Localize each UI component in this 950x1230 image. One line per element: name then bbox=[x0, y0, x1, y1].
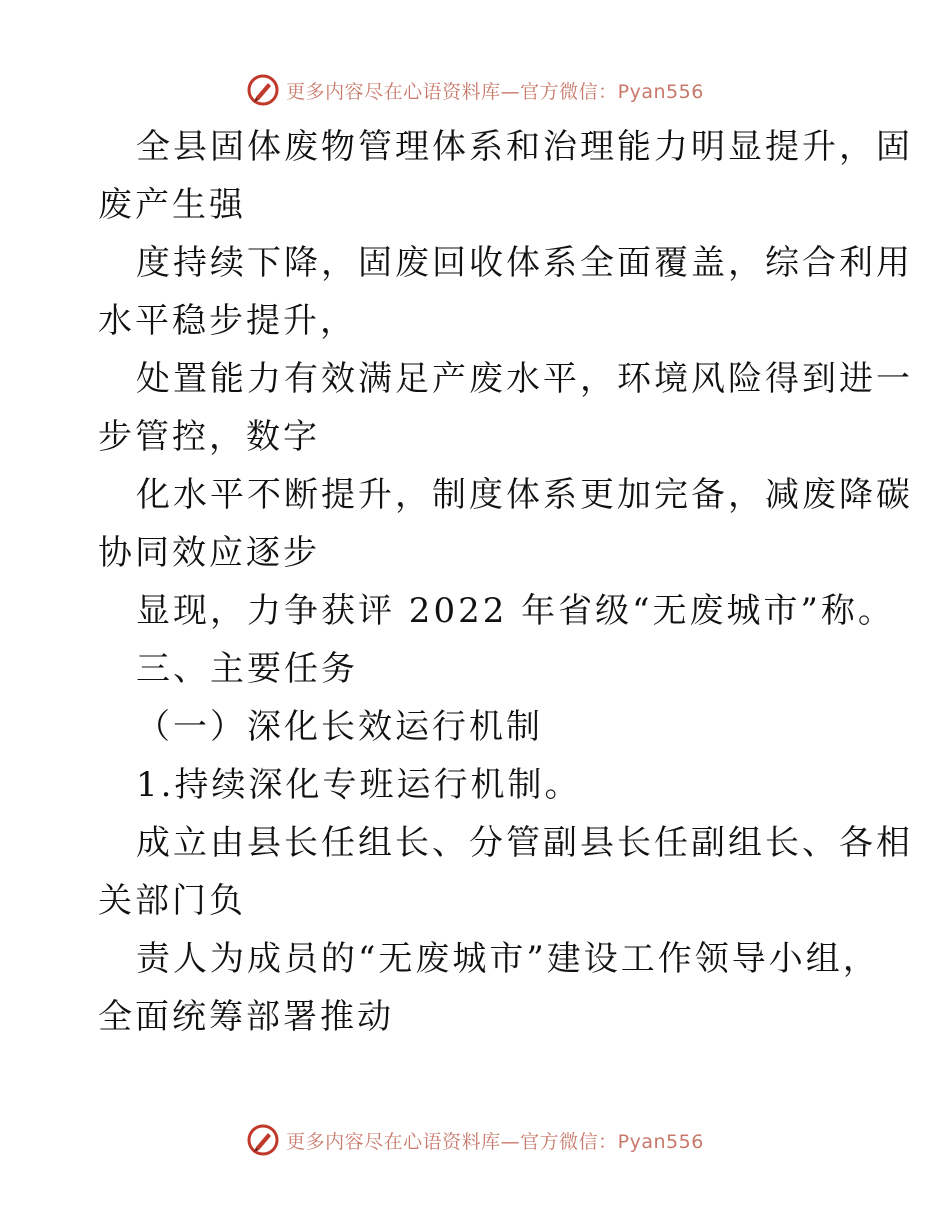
text-line: 协同效应逐步 bbox=[98, 533, 320, 573]
text-line: （一）深化长效运行机制 bbox=[136, 707, 543, 747]
text-line: 全面统筹部署推动 bbox=[98, 997, 394, 1037]
text-line: 成立由县长任组长、分管副县长任副组长、各相 bbox=[136, 823, 913, 863]
text-line: 化水平不断提升，制度体系更加完备，减废降碳 bbox=[136, 475, 913, 515]
text-line: 显现，力争获评 2022 年省级“无废城市”称。 bbox=[136, 591, 895, 631]
text-line: 1.持续深化专班运行机制。 bbox=[136, 765, 582, 805]
text-line: 处置能力有效满足产废水平，环境风险得到进一 bbox=[136, 359, 913, 399]
text-line: 废产生强 bbox=[98, 185, 246, 225]
text-line: 度持续下降，固废回收体系全面覆盖，综合利用 bbox=[136, 243, 913, 283]
document-body bbox=[98, 118, 913, 1046]
text-line: 水平稳步提升， bbox=[98, 301, 357, 341]
text-line: 步管控，数字 bbox=[98, 417, 320, 457]
watermark-footer bbox=[0, 1120, 950, 1160]
text-line: 责人为成员的“无废城市”建设工作领导小组， bbox=[136, 939, 880, 979]
text-line: 全县固体废物管理体系和治理能力明显提升，固 bbox=[136, 127, 913, 167]
watermark-text: 更多内容尽在心语资料库—官方微信：Pyan556 bbox=[286, 80, 704, 103]
text-line: 三、主要任务 bbox=[136, 649, 358, 689]
pen-logo-icon bbox=[246, 1123, 280, 1157]
watermark-text: 更多内容尽在心语资料库—官方微信：Pyan556 bbox=[286, 1130, 704, 1153]
watermark-header bbox=[0, 70, 950, 110]
pen-logo-icon bbox=[246, 73, 280, 107]
text-line: 关部门负 bbox=[98, 881, 246, 921]
